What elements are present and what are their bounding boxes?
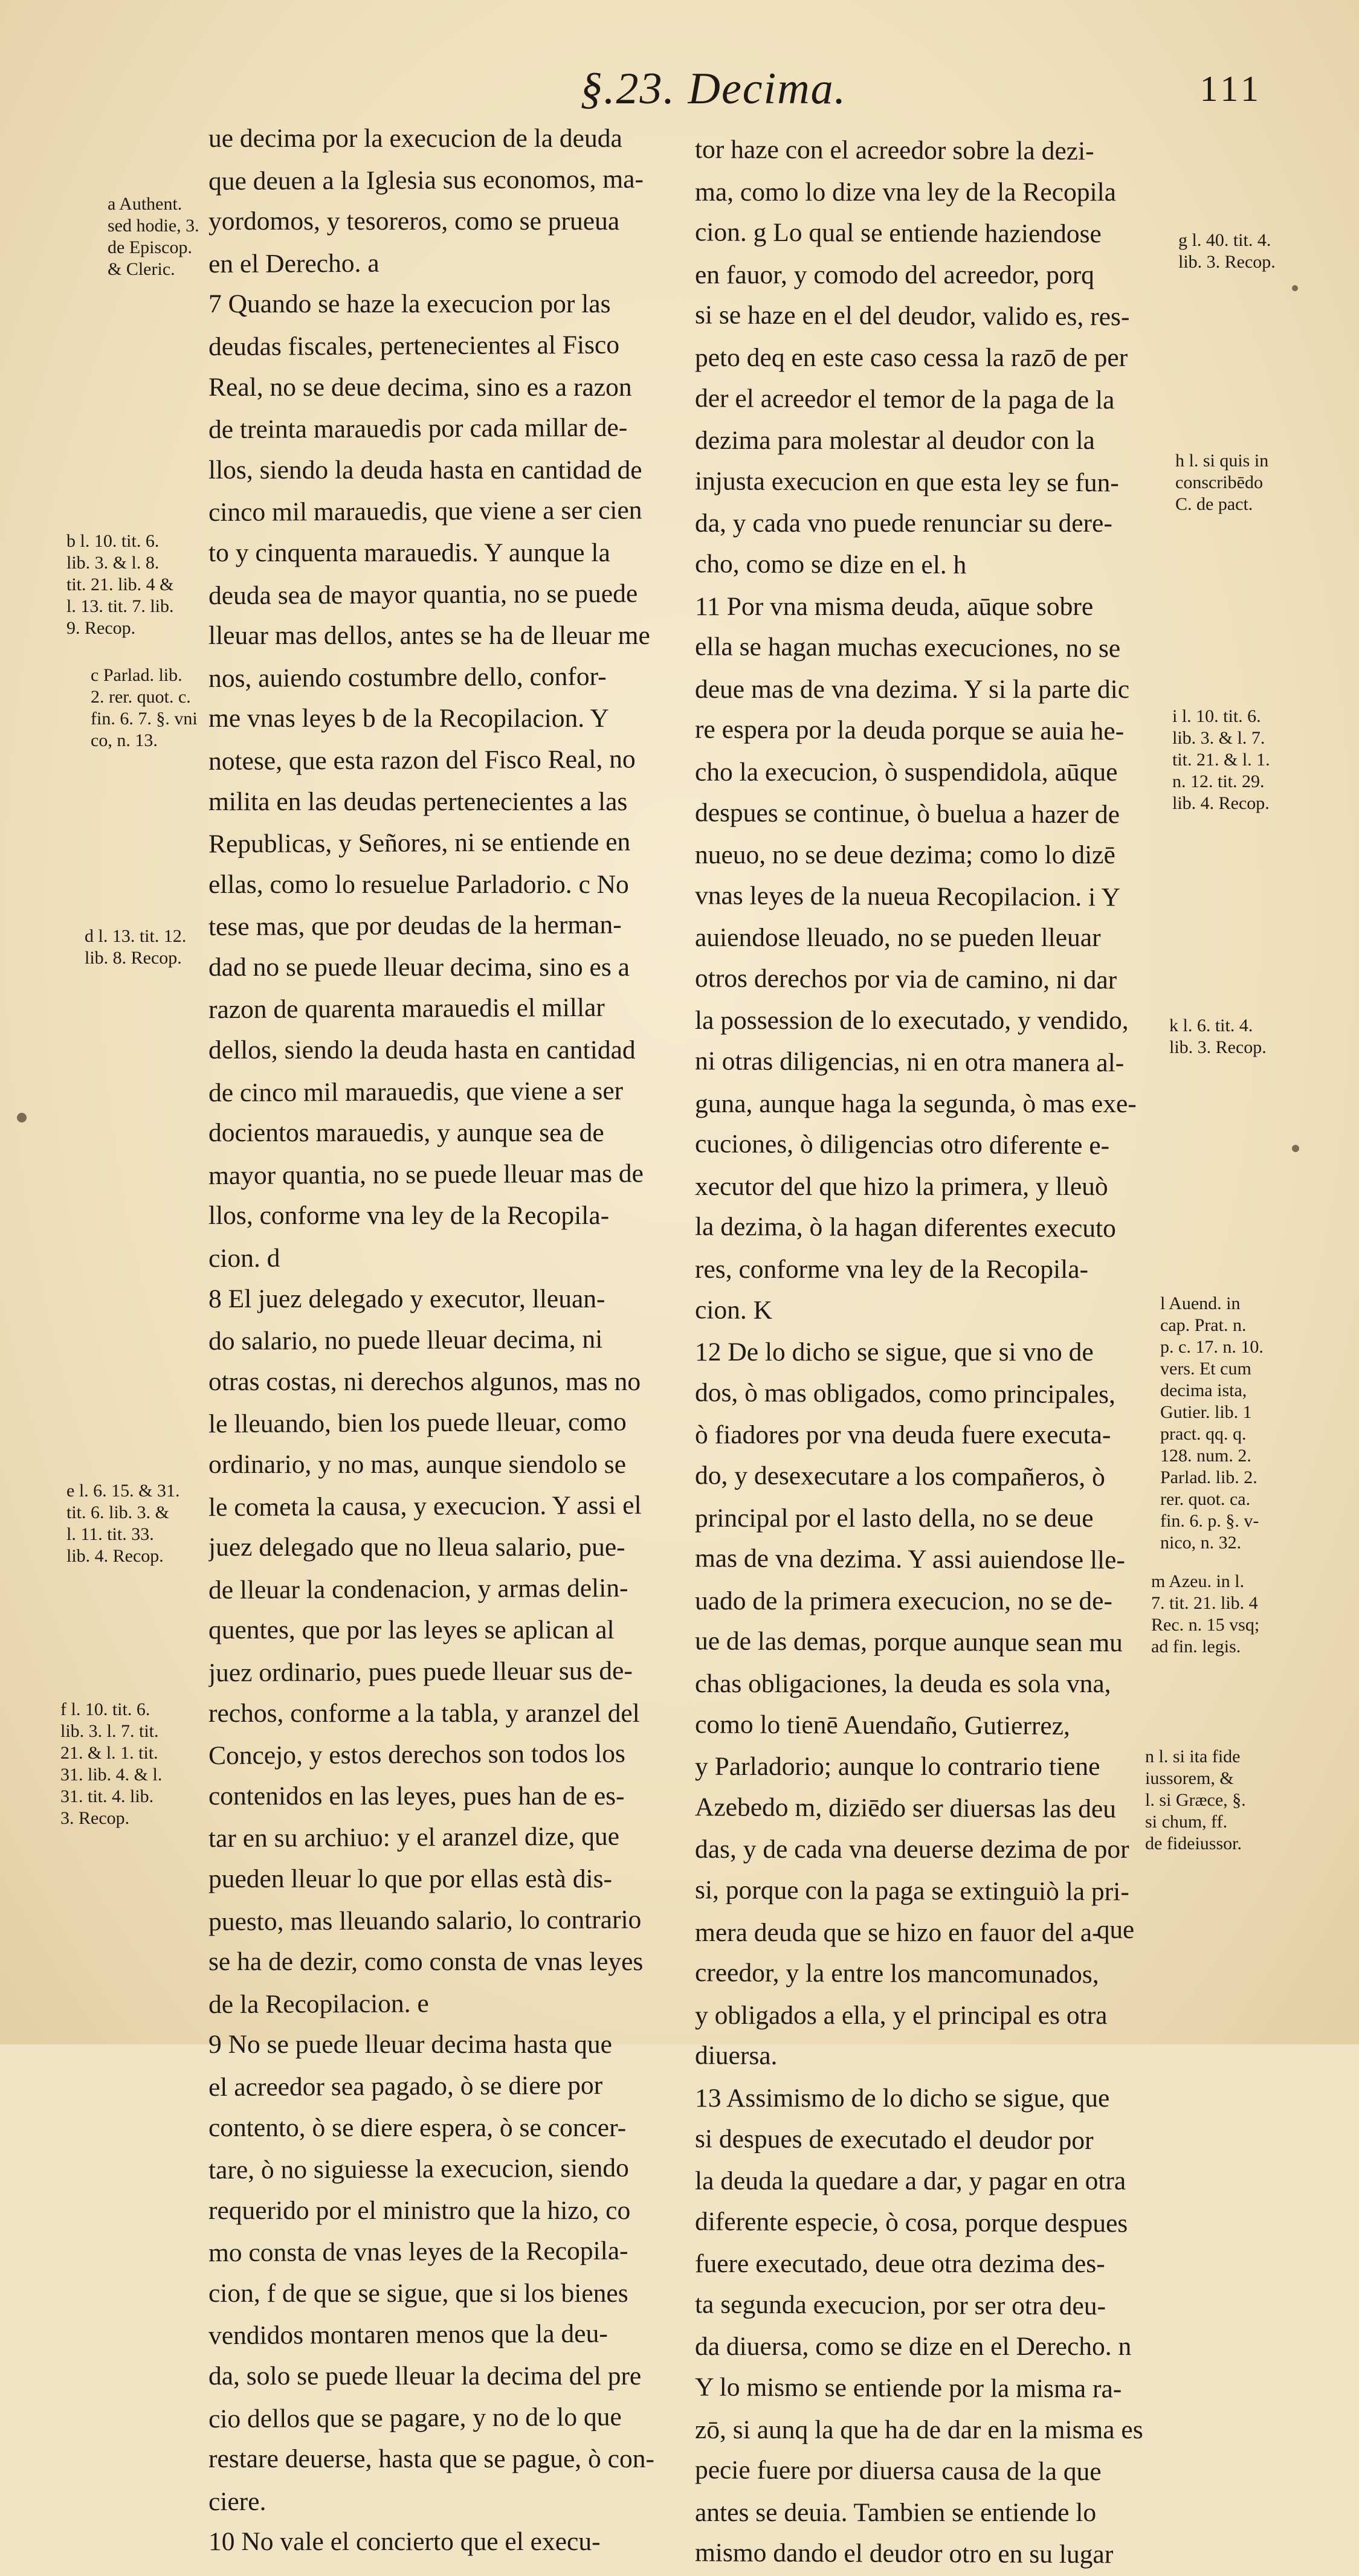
margin-note-c bbox=[91, 665, 198, 752]
text-line: en el Derecho. a bbox=[208, 248, 379, 279]
text-line: vendidos montaren menos que la deu- bbox=[208, 2319, 608, 2351]
ink-spot bbox=[1292, 285, 1298, 291]
margin-note-line: de fideiussor. bbox=[1145, 1834, 1242, 1853]
right-text-column bbox=[695, 130, 1163, 2575]
text-line: to y cinquenta marauedis. Y aunque la bbox=[208, 538, 610, 567]
margin-note-line: 2. rer. quot. c. bbox=[91, 687, 191, 707]
margin-note-g bbox=[1178, 230, 1276, 273]
margin-note-line: 31. tit. 4. lib. bbox=[60, 1786, 154, 1806]
text-line: si se haze en el del deudor, valido es, res- bbox=[694, 300, 1130, 332]
margin-note-b bbox=[66, 530, 174, 639]
text-line: llos, siendo la deuda hasta en cantidad de bbox=[208, 455, 642, 485]
text-line: si despues de executado el deudor por bbox=[694, 2124, 1094, 2155]
margin-note-line: Parlad. lib. 2. bbox=[1160, 1467, 1257, 1487]
text-line: cuciones, ò diligencias otro diferente e- bbox=[694, 1129, 1110, 1161]
margin-note-line: l. 13. tit. 7. lib. bbox=[66, 596, 174, 616]
text-line: el acreedor sea pagado, ò se diere por bbox=[208, 2070, 603, 2102]
margin-note-line: cap. Prat. n. bbox=[1160, 1315, 1247, 1335]
text-line: deudas fiscales, pertenecientes al Fisco bbox=[208, 330, 620, 362]
margin-note-line: vers. Et cum bbox=[1160, 1359, 1251, 1379]
margin-note-line: lib. 3. & l. 7. bbox=[1172, 728, 1265, 748]
margin-note-line: d l. 13. tit. 12. bbox=[85, 926, 187, 946]
text-line: ta segunda execucion, por ser otra deu- bbox=[694, 2290, 1106, 2321]
margin-note-line: n. 12. tit. 29. bbox=[1172, 771, 1265, 791]
margin-note-line: rer. quot. ca. bbox=[1160, 1489, 1251, 1509]
margin-note-line: lib. 4. Recop. bbox=[1172, 793, 1270, 813]
text-line: creedor, y la entre los mancomunados, bbox=[694, 1958, 1099, 1989]
text-line: pueden lleuar lo que por ellas està dis- bbox=[208, 1864, 612, 1893]
text-line: la deuda la quedare a dar, y pagar en otra bbox=[695, 2166, 1126, 2196]
text-line: lleuar mas dellos, antes se ha de lleuar me bbox=[208, 621, 650, 651]
text-line: mo consta de vnas leyes de la Recopila- bbox=[208, 2236, 628, 2268]
text-line: de lleuar la condenacion, y armas delin- bbox=[208, 1573, 628, 1605]
text-line: do, y desexecutare a los compañeros, ò bbox=[694, 1461, 1105, 1492]
margin-note-k bbox=[1169, 1015, 1267, 1058]
margin-note-line: k l. 6. tit. 4. bbox=[1169, 1016, 1253, 1035]
text-line: juez delegado que no lleua salario, pue- bbox=[208, 1533, 625, 1562]
text-line: Republicas, y Señores, ni se entiende en bbox=[208, 827, 631, 859]
margin-note-line: sed hodie, 3. bbox=[108, 216, 199, 236]
margin-note-line: l. si Græce, §. bbox=[1145, 1790, 1246, 1810]
margin-note-line: i l. 10. tit. 6. bbox=[1172, 706, 1261, 726]
page-number: 111 bbox=[1199, 69, 1262, 109]
text-line: fuere executado, deue otra dezima des- bbox=[695, 2249, 1105, 2279]
text-line: cion. K bbox=[694, 1295, 773, 1325]
text-line: restare deuerse, hasta que se pague, ò con- bbox=[208, 2444, 654, 2474]
text-line: otros derechos por via de camino, ni dar bbox=[694, 964, 1117, 995]
margin-note-line: conscribēdo bbox=[1175, 472, 1263, 492]
text-line: si, porque con la paga se extinguiò la pri- bbox=[694, 1875, 1129, 1907]
text-line: 9 No se puede lleuar decima hasta que bbox=[208, 2030, 612, 2059]
text-line: 11 Por vna misma deuda, aūque sobre bbox=[695, 591, 1094, 621]
text-line: milita en las deudas pertenecientes a las bbox=[208, 787, 628, 816]
text-line: guna, aunque haga la segunda, ò mas exe- bbox=[695, 1089, 1137, 1118]
text-line: tar en su archiuo: y el aranzel dize, que bbox=[208, 1821, 620, 1853]
text-line: y obligados a ella, y el principal es otra bbox=[695, 2000, 1108, 2030]
text-line: diferente especie, ò cosa, porque despues bbox=[694, 2206, 1128, 2238]
text-line: ò fiadores por vna deuda fuere executa- bbox=[695, 1420, 1111, 1450]
text-line: dos, ò mas obligados, como principales, bbox=[694, 1378, 1116, 1409]
margin-note-line: g l. 40. tit. 4. bbox=[1178, 230, 1271, 250]
text-line: tare, ò no siguiesse la execucion, siendo bbox=[208, 2153, 629, 2185]
text-line: injusta execucion en que esta ley se fun- bbox=[694, 466, 1119, 498]
margin-note-line: 9. Recop. bbox=[66, 618, 136, 638]
text-line: Concejo, y estos derechos son todos los bbox=[208, 1739, 626, 1771]
text-line: nos, auiendo costumbre dello, confor- bbox=[208, 662, 607, 693]
ink-spot bbox=[1292, 1145, 1299, 1152]
text-line: contento, ò se diere espera, ò se concer- bbox=[208, 2113, 627, 2142]
text-line: en fauor, y comodo del acreedor, porq bbox=[695, 260, 1094, 289]
ink-spot bbox=[17, 1113, 27, 1122]
margin-note-line: nico, n. 32. bbox=[1160, 1533, 1242, 1553]
text-line: res, conforme vna ley de la Recopila- bbox=[695, 1255, 1089, 1284]
margin-note-f bbox=[60, 1699, 162, 1829]
text-line: ue de las demas, porque aunque sean mu bbox=[694, 1626, 1123, 1658]
text-line: ma, como lo dize vna ley de la Recopila bbox=[695, 177, 1116, 207]
text-line: 7 Quando se haze la execucion por las bbox=[208, 289, 611, 319]
text-line: ni otras diligencias, ni en otra manera al- bbox=[694, 1046, 1125, 1078]
text-line: do salario, no puede lleuar decima, ni bbox=[208, 1324, 603, 1356]
margin-note-e bbox=[66, 1480, 180, 1567]
text-line: despues se continue, ò buelua a hazer de bbox=[694, 797, 1120, 829]
margin-note-a bbox=[108, 193, 199, 280]
text-line: mismo dando el deudor otro en su lugar bbox=[694, 2538, 1114, 2569]
text-line: quentes, que por las leyes se aplican al bbox=[208, 1615, 615, 1645]
text-line: der el acreedor el temor de la paga de la bbox=[694, 383, 1115, 414]
text-line: das, y de cada vna deuerse dezima de por bbox=[695, 1835, 1129, 1864]
text-line: me vnas leyes b de la Recopilacion. Y bbox=[208, 704, 609, 733]
text-line: antes se deuia. Tambien se entiende lo bbox=[695, 2497, 1097, 2527]
text-line: nueuo, no se deue dezima; como lo dizē bbox=[695, 840, 1115, 870]
margin-note-h bbox=[1175, 450, 1268, 515]
text-line: la dezima, ò la hagan diferentes executo bbox=[694, 1212, 1116, 1243]
catchword: que bbox=[1097, 1916, 1135, 1944]
text-line: cion. d bbox=[208, 1243, 280, 1274]
margin-note-line: 21. & l. 1. tit. bbox=[60, 1743, 158, 1763]
margin-note-line: tit. 21. lib. 4 & bbox=[66, 575, 174, 594]
left-text-column bbox=[208, 118, 707, 2563]
margin-note-d bbox=[85, 926, 186, 969]
margin-note-n bbox=[1145, 1746, 1246, 1855]
text-line: zō, si aunq la que ha de dar en la misma es bbox=[695, 2415, 1143, 2444]
text-line: puesto, mas lleuando salario, lo contrario bbox=[208, 1904, 642, 1936]
text-line: y Parladorio; aunque lo contrario tiene bbox=[695, 1752, 1100, 1782]
margin-note-line: pract. qq. q. bbox=[1160, 1424, 1247, 1444]
text-line: ellas, como lo resuelue Parladorio. c No bbox=[208, 869, 629, 899]
text-line: da, solo se puede lleuar la decima del pre bbox=[208, 2362, 642, 2391]
text-line: re espera por la deuda porque se auia he- bbox=[694, 715, 1125, 746]
text-line: 13 Assimismo de lo dicho se sigue, que bbox=[695, 2083, 1110, 2113]
text-line: chas obligaciones, la deuda es sola vna, bbox=[695, 1669, 1111, 1698]
margin-note-m bbox=[1151, 1571, 1259, 1658]
margin-note-line: lib. 3. Recop. bbox=[1178, 252, 1276, 272]
text-line: uado de la primera execucion, no se de- bbox=[695, 1586, 1112, 1615]
text-line: notese, que esta razon del Fisco Real, no bbox=[208, 744, 636, 776]
margin-note-line: lib. 4. Recop. bbox=[66, 1546, 164, 1566]
text-line: auiendose lleuado, no se pueden lleuar bbox=[695, 923, 1101, 953]
text-line: de treinta marauedis por cada millar de- bbox=[208, 413, 628, 445]
text-line: mera deuda que se hizo en fauor del a- bbox=[695, 1918, 1101, 1947]
text-line: que deuen a la Iglesia sus economos, ma- bbox=[208, 164, 644, 196]
margin-note-line: m Azeu. in l. bbox=[1151, 1571, 1245, 1591]
text-line: la possession de lo executado, y vendido, bbox=[695, 1006, 1129, 1035]
text-line: deuda sea de mayor quantia, no se puede bbox=[208, 578, 638, 610]
margin-note-line: h l. si quis in bbox=[1175, 451, 1269, 471]
text-line: 10 No vale el concierto que el execu- bbox=[208, 2527, 601, 2557]
text-line: 8 El juez delegado y executor, lleuan- bbox=[208, 1284, 605, 1313]
margin-note-line: n l. si ita fide bbox=[1145, 1747, 1241, 1766]
margin-note-line: tit. 21. & l. 1. bbox=[1172, 750, 1270, 770]
text-line: rechos, conforme a la tabla, y aranzel del bbox=[208, 1698, 640, 1728]
text-line: docientos marauedis, y aunque sea de bbox=[208, 1118, 604, 1148]
text-line: contenidos en las leyes, pues han de es- bbox=[208, 1781, 625, 1811]
margin-note-line: lib. 3. Recop. bbox=[1169, 1037, 1267, 1057]
text-line: dad no se puede lleuar decima, sino es a bbox=[208, 952, 630, 982]
text-line: Real, no se deue decima, sino es a razon bbox=[208, 372, 632, 402]
text-line: cion. g Lo qual se entiende haziendose bbox=[694, 217, 1102, 249]
margin-note-line: l. 11. tit. 33. bbox=[66, 1524, 154, 1544]
text-line: cion, f de que se sigue, que si los bienes bbox=[208, 2278, 628, 2308]
text-line: cinco mil marauedis, que viene a ser cien bbox=[208, 495, 642, 527]
margin-note-line: tit. 6. lib. 3. & bbox=[66, 1502, 170, 1522]
text-line: dellos, siendo la deuda hasta en cantidad bbox=[208, 1035, 636, 1065]
text-line: mayor quantia, no se puede lleuar mas de bbox=[208, 1159, 644, 1191]
margin-note-line: f l. 10. tit. 6. bbox=[60, 1699, 150, 1719]
text-line: Y lo mismo se entiende por la misma ra- bbox=[694, 2372, 1122, 2404]
text-line: tor haze con el acreedor sobre la dezi- bbox=[694, 135, 1094, 166]
text-line: vnas leyes de la nueua Recopilacion. i Y bbox=[694, 880, 1120, 912]
margin-note-line: 7. tit. 21. lib. 4 bbox=[1151, 1593, 1258, 1613]
text-line: llos, conforme vna ley de la Recopila- bbox=[208, 1201, 610, 1231]
text-line: cho la execucion, ò suspendidola, aūque bbox=[695, 757, 1118, 787]
margin-note-line: 128. num. 2. bbox=[1160, 1446, 1251, 1466]
text-line: cio dellos que se pagare, y no de lo que bbox=[208, 2402, 622, 2433]
text-line: requerido por el ministro que la hizo, co bbox=[208, 2195, 631, 2225]
text-line: diuersa. bbox=[694, 2041, 778, 2071]
text-line: da diuersa, como se dize en el Derecho. n bbox=[695, 2332, 1132, 2362]
margin-note-line: & Cleric. bbox=[108, 259, 175, 279]
text-line: ella se hagan muchas execuciones, no se bbox=[694, 632, 1121, 663]
text-line: juez ordinario, pues puede lleuar sus de- bbox=[208, 1656, 633, 1688]
margin-note-line: Rec. n. 15 vsq; bbox=[1151, 1615, 1260, 1635]
text-line: cho, como se dize en el. h bbox=[694, 549, 967, 580]
margin-note-line: 3. Recop. bbox=[60, 1808, 130, 1828]
margin-note-line: ad fin. legis. bbox=[1151, 1637, 1241, 1657]
margin-note-l bbox=[1160, 1293, 1264, 1554]
margin-note-line: Gutier. lib. 1 bbox=[1160, 1402, 1252, 1422]
text-line: da, y cada vno puede renunciar su dere- bbox=[695, 509, 1112, 538]
text-line: como lo tienē Auendaño, Gutierrez, bbox=[694, 1709, 1070, 1740]
text-line: dezima para molestar al deudor con la bbox=[695, 426, 1095, 456]
margin-note-i bbox=[1172, 706, 1270, 814]
text-line: ordinario, y no mas, aunque siendolo se bbox=[208, 1450, 627, 1479]
text-line: de cinco mil marauedis, que viene a ser bbox=[208, 1076, 624, 1107]
text-line: se ha de dezir, como consta de vnas leyes bbox=[208, 1947, 644, 1977]
text-line: deue mas de vna dezima. Y si la parte dic bbox=[695, 674, 1130, 704]
margin-note-line: decima ista, bbox=[1160, 1380, 1247, 1400]
margin-note-line: si chum, ff. bbox=[1145, 1812, 1228, 1832]
text-line: pecie fuere por diuersa causa de la que bbox=[694, 2455, 1102, 2487]
margin-note-line: lib. 3. & l. 8. bbox=[66, 553, 160, 573]
text-line: Azebedo m, diziēdo ser diuersas las deu bbox=[694, 1792, 1117, 1824]
margin-note-line: lib. 8. Recop. bbox=[85, 948, 182, 968]
margin-note-line: C. de pact. bbox=[1175, 494, 1253, 514]
text-line: yordomos, y tesoreros, como se prueua bbox=[208, 207, 620, 236]
margin-note-line: p. c. 17. n. 10. bbox=[1160, 1337, 1264, 1357]
margin-note-line: a Authent. bbox=[108, 194, 182, 214]
text-line: razon de quarenta marauedis el millar bbox=[208, 993, 605, 1025]
text-line: le lleuando, bien los puede lleuar, como bbox=[208, 1407, 627, 1439]
text-line: ciere. bbox=[208, 2487, 266, 2517]
text-line: 12 De lo dicho se sigue, que si vno de bbox=[695, 1338, 1094, 1367]
text-line: mas de vna dezima. Y assi auiendose lle- bbox=[694, 1544, 1125, 1575]
text-line: de la Recopilacion. e bbox=[208, 1988, 429, 2019]
text-line: peto deq en este caso cessa la razō de per bbox=[695, 343, 1128, 372]
margin-note-line: fin. 6. 7. §. vni bbox=[91, 709, 198, 729]
text-line: xecutor del que hizo la primera, y lleuò bbox=[695, 1171, 1108, 1201]
margin-note-line: iussorem, & bbox=[1145, 1768, 1234, 1788]
margin-note-line: de Episcop. bbox=[108, 237, 192, 257]
margin-note-line: 31. lib. 4. & l. bbox=[60, 1765, 163, 1785]
text-line: le cometa la causa, y execucion. Y assi el bbox=[208, 1490, 642, 1522]
margin-note-line: lib. 3. l. 7. tit. bbox=[60, 1721, 159, 1741]
margin-note-line: e l. 6. 15. & 31. bbox=[66, 1481, 180, 1501]
margin-note-line: c Parlad. lib. bbox=[91, 665, 182, 685]
margin-note-line: l Auend. in bbox=[1160, 1293, 1241, 1313]
text-line: ue decima por la execucion de la deuda bbox=[208, 124, 622, 153]
text-line: otras costas, ni derechos algunos, mas no bbox=[208, 1367, 641, 1396]
text-line: principal por el lasto della, no se deue bbox=[695, 1503, 1094, 1533]
margin-note-line: co, n. 13. bbox=[91, 730, 158, 750]
text-line: tese mas, que por deudas de la herman- bbox=[208, 910, 622, 942]
running-title: §.23. Decima. bbox=[580, 64, 847, 114]
margin-note-line: fin. 6. p. §. v- bbox=[1160, 1511, 1259, 1531]
margin-note-line: b l. 10. tit. 6. bbox=[66, 531, 160, 551]
